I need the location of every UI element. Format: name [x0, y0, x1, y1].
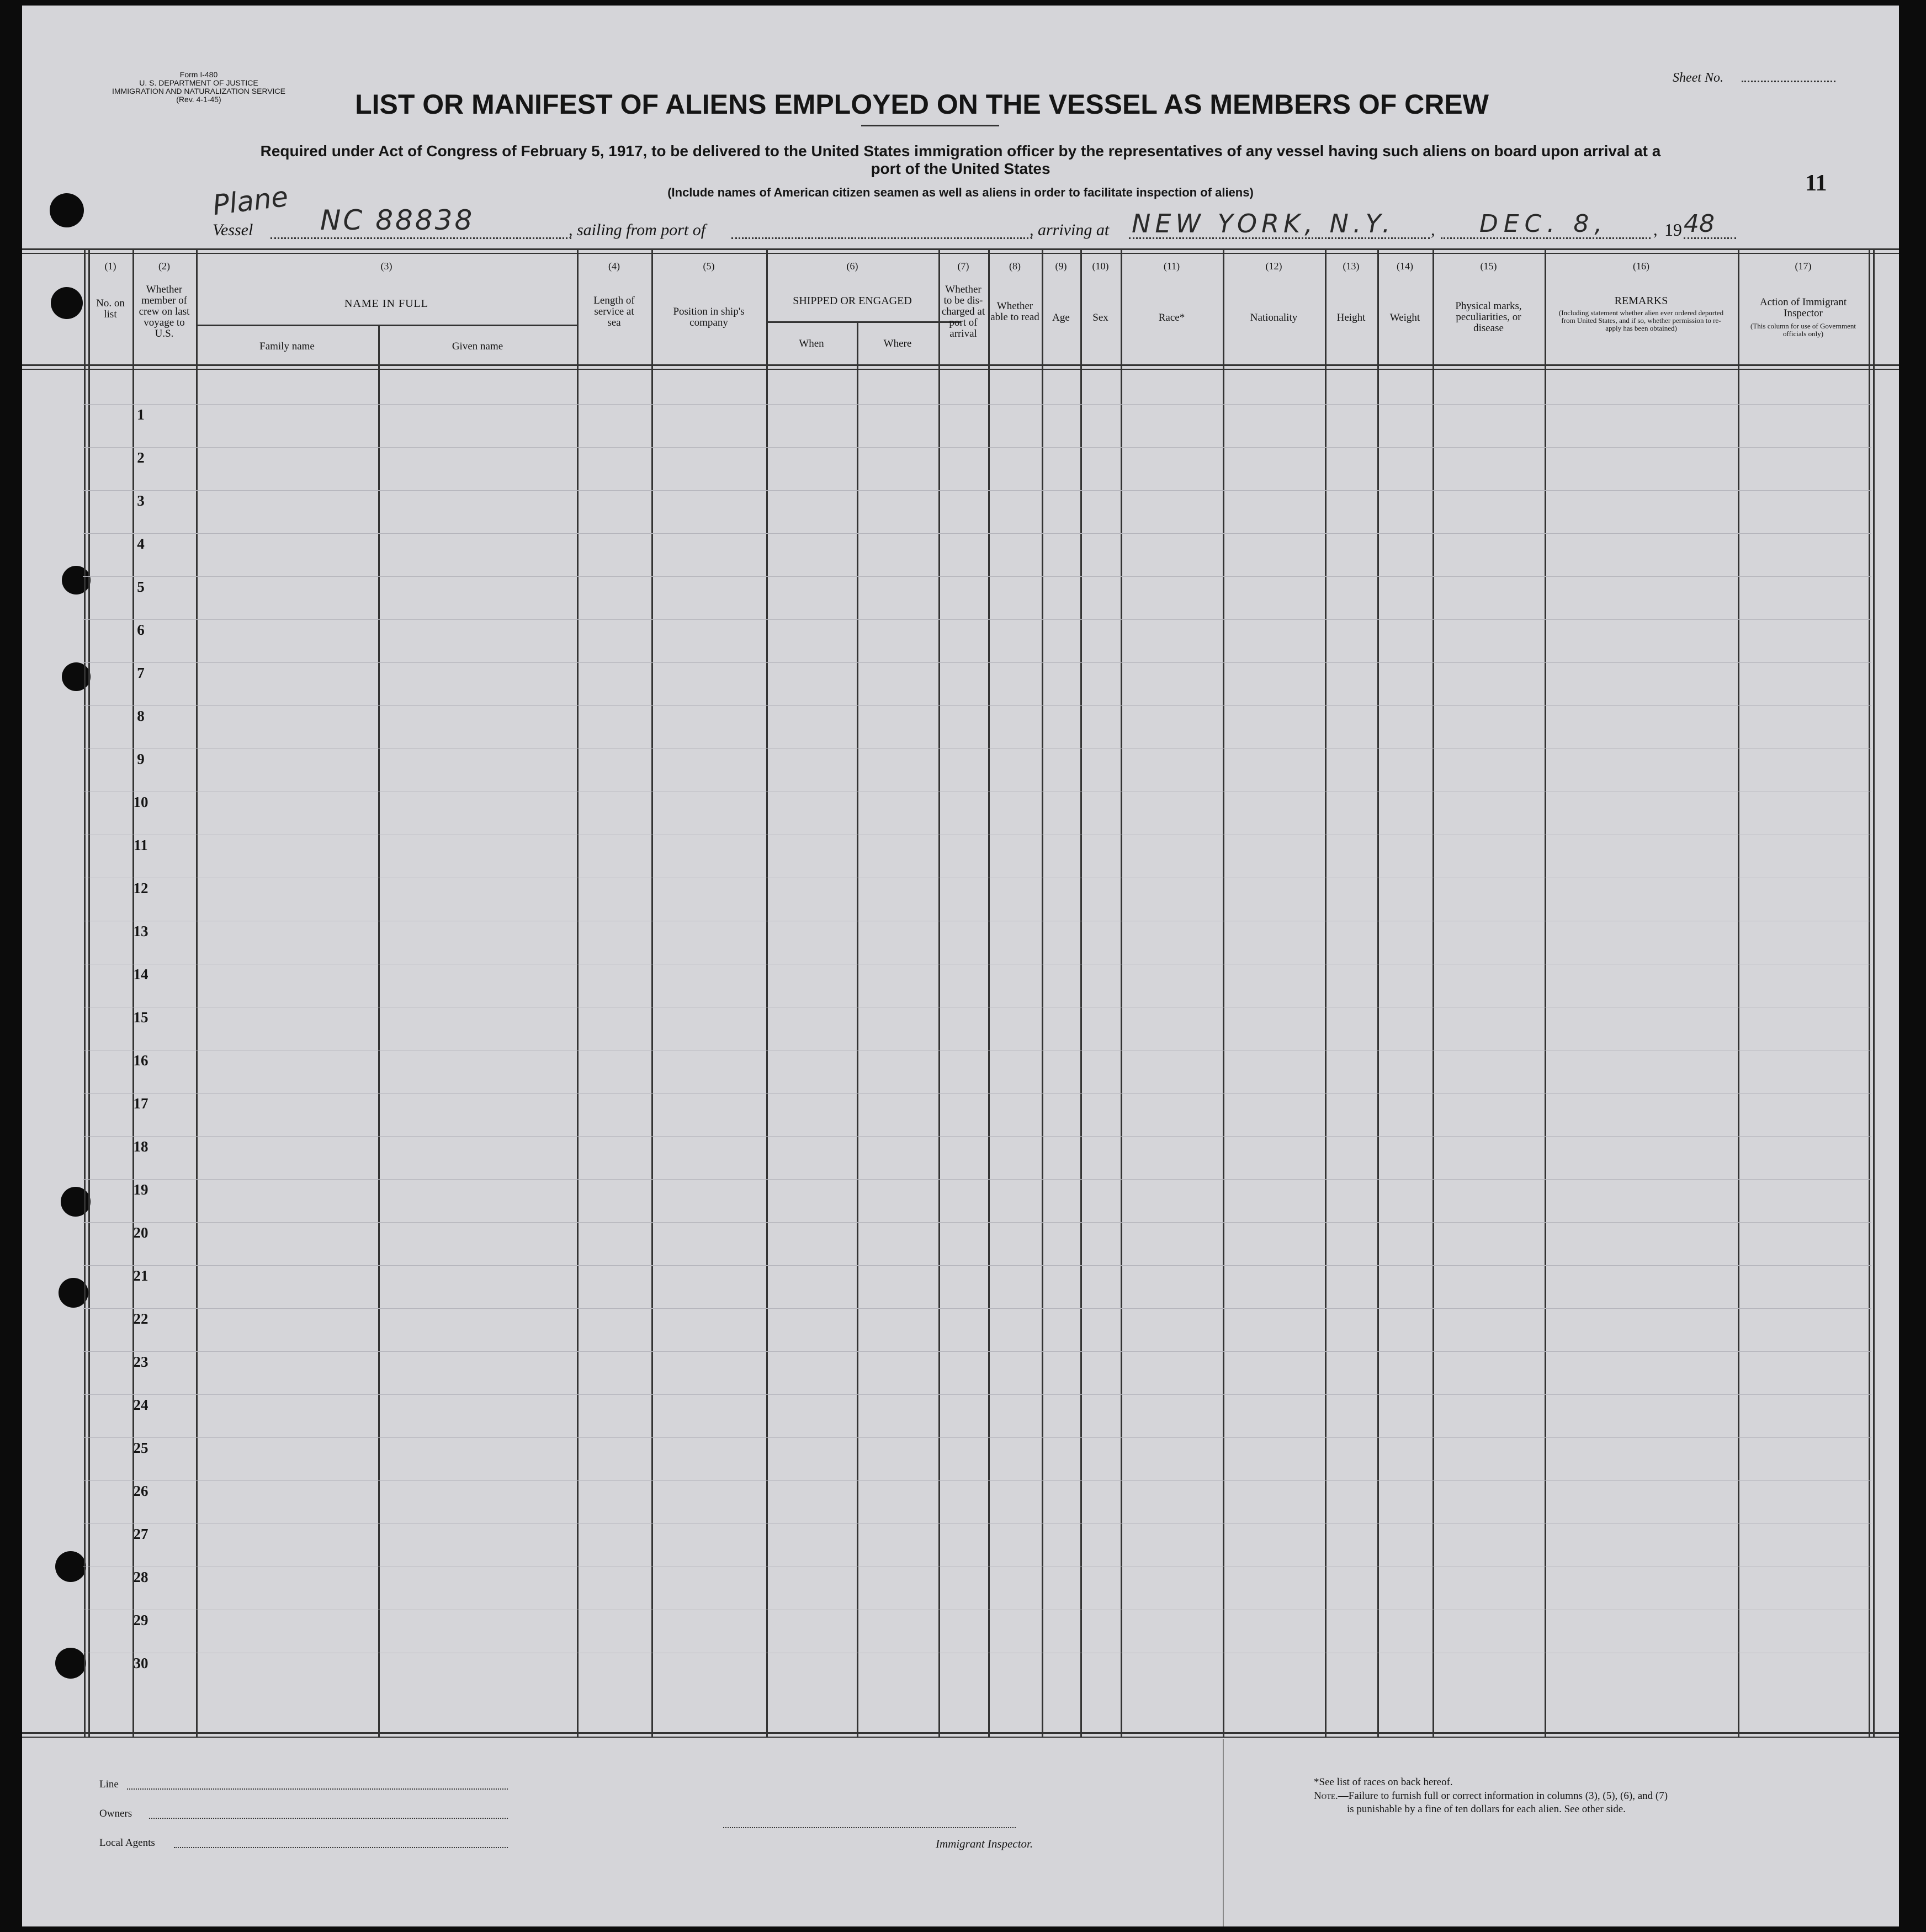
table-top-rule: [22, 248, 1899, 250]
row-number: 14: [133, 966, 148, 983]
col-divider: [132, 248, 134, 1738]
punch-hole: [55, 1551, 86, 1582]
sailing-field[interactable]: [731, 237, 1032, 239]
vessel-value: NC 88838: [320, 204, 475, 236]
col-header-sex: Sex: [1092, 312, 1108, 323]
col-number: (13): [1343, 261, 1360, 272]
col-divider: [1223, 248, 1224, 1738]
row-number: 24: [133, 1397, 148, 1413]
table-row: [83, 1437, 1871, 1438]
col-header-inspector-action: Action of Immigrant Inspector: [1759, 296, 1847, 319]
col-header-family-name: Family name: [259, 341, 315, 352]
inspector-label: Immigrant Inspector.: [936, 1837, 1033, 1850]
penalty-note-cont: is punishable by a fine of ten dollars for each alien. See other side.: [1347, 1803, 1626, 1815]
table-row: [83, 404, 1871, 405]
row-number: 23: [133, 1354, 148, 1370]
sheet-no-label: Sheet No.: [1673, 71, 1723, 85]
vessel-type-handwritten: Plane: [210, 180, 290, 222]
col-number: (16): [1633, 261, 1649, 272]
table-row: [83, 1222, 1871, 1223]
row-number: 29: [133, 1612, 148, 1628]
row-number: 2: [137, 449, 145, 466]
row-number: 8: [137, 708, 145, 724]
col-number: (12): [1265, 261, 1282, 272]
table-row: [83, 662, 1871, 663]
table-row: [83, 1308, 1871, 1309]
col-header-given-name: Given name: [452, 341, 503, 352]
row-number: 10: [133, 794, 148, 810]
form-number: Form I-480: [179, 70, 218, 79]
col-number: (17): [1795, 261, 1812, 272]
col-header-remarks: REMARKS: [1614, 295, 1668, 307]
row-number: 5: [137, 578, 145, 595]
row-number: 11: [134, 837, 148, 853]
shipped-subheader-rule: [766, 321, 961, 323]
col-header-to-be-discharged: Whether to be dis-charged at port of arrival: [941, 284, 985, 339]
col-number: (14): [1397, 261, 1413, 272]
col-number: (1): [104, 261, 116, 272]
punch-hole: [55, 1648, 86, 1679]
table-row: [83, 1093, 1871, 1094]
table-row: [83, 490, 1871, 491]
manifest-sheet: [22, 6, 1899, 1926]
table-row: [83, 576, 1871, 577]
line-field[interactable]: [127, 1788, 508, 1790]
arriving-value: NEW YORK, N.Y.: [1132, 209, 1395, 238]
row-number: 4: [137, 535, 145, 552]
col-header-position: Position in ship's company: [673, 306, 745, 328]
table-row: [83, 1394, 1871, 1395]
col-header-nationality: Nationality: [1250, 312, 1298, 323]
col-number: (6): [846, 261, 858, 272]
row-number: 30: [133, 1655, 148, 1671]
row-number: 17: [133, 1095, 148, 1112]
col-header-name-in-full: NAME IN FULL: [344, 298, 428, 310]
row-number: 20: [133, 1224, 148, 1241]
row-number: 21: [133, 1267, 148, 1284]
col-header-shipped-or-engaged: SHIPPED OR ENGAGED: [793, 295, 912, 307]
page-title: LIST OR MANIFEST OF ALIENS EMPLOYED ON THE VESSEL AS MEMBERS OF CREW: [355, 89, 1489, 120]
vessel-label: Vessel: [213, 221, 253, 239]
table-top-rule: [22, 253, 1899, 254]
col-header-no-on-list: No. on list: [96, 298, 125, 320]
col-divider: [988, 248, 990, 1738]
inspector-signature-field[interactable]: [723, 1827, 1016, 1828]
col-divider: [1377, 248, 1379, 1738]
row-number: 7: [137, 665, 145, 681]
header-bottom-rule: [22, 364, 1899, 366]
table-row: [83, 1265, 1871, 1266]
fold-crease: [1223, 1739, 1224, 1926]
sheet-no-field[interactable]: [1742, 81, 1835, 82]
owners-field[interactable]: [149, 1818, 508, 1819]
col-divider: [1325, 248, 1327, 1738]
col-divider: [1121, 248, 1122, 1738]
col-header-when: When: [799, 338, 824, 349]
row-number: 28: [133, 1569, 148, 1585]
comma-sep: ,: [1653, 221, 1658, 239]
punch-hole: [51, 287, 83, 319]
page-number: 11: [1805, 171, 1827, 196]
col-divider: [766, 248, 768, 1738]
punch-hole: [62, 662, 91, 691]
col-divider: [378, 325, 380, 1738]
col-number: (9): [1055, 261, 1067, 272]
col-header-race: Race*: [1158, 312, 1185, 323]
include-note: (Include names of American citizen seamen as well as aliens in order to facilitate inspection of aliens): [667, 185, 1254, 199]
line-label: Line: [99, 1779, 119, 1790]
local-agents-label: Local Agents: [99, 1837, 155, 1849]
row-number: 27: [133, 1526, 148, 1542]
col-header-able-to-read: Whether able to read: [990, 300, 1039, 323]
col-divider: [1545, 248, 1546, 1738]
col-divider: [1080, 248, 1082, 1738]
col-header-age: Age: [1052, 312, 1070, 323]
col-divider: [88, 248, 90, 1738]
col-number: (7): [957, 261, 969, 272]
year-value: 48: [1684, 210, 1715, 238]
arriving-label: , arriving at: [1030, 221, 1110, 239]
punch-hole: [50, 193, 84, 227]
col-divider: [1432, 248, 1434, 1738]
col-divider: [1873, 248, 1875, 1738]
name-subheader-rule: [196, 325, 578, 326]
table-row: [83, 1136, 1871, 1137]
sailing-label: , sailing from port of: [569, 221, 706, 239]
row-number: 19: [133, 1181, 148, 1198]
col-number: (2): [158, 261, 170, 272]
col-number: (15): [1480, 261, 1497, 272]
col-header-physical-marks: Physical marks, peculiarities, or disease: [1455, 300, 1522, 334]
row-number: 22: [133, 1310, 148, 1327]
col-number: (5): [703, 261, 715, 272]
col-header-length-of-service: Length of service at sea: [593, 295, 635, 328]
row-number: 1: [137, 406, 145, 423]
col-divider: [1042, 248, 1043, 1738]
date-value: DEC. 8,: [1479, 210, 1608, 238]
col-header-inspector-note: (This column for use of Government officials only): [1750, 322, 1856, 338]
owners-label: Owners: [99, 1808, 132, 1819]
col-divider: [1869, 248, 1870, 1738]
header-bottom-rule: [22, 369, 1899, 370]
row-number: 25: [133, 1440, 148, 1456]
table-row: [83, 705, 1871, 706]
col-divider: [196, 248, 198, 1738]
col-divider: [1738, 248, 1739, 1738]
vessel-field[interactable]: [270, 237, 571, 239]
table-row: [83, 1351, 1871, 1352]
col-divider: [938, 248, 940, 1738]
table-bottom-rule: [22, 1732, 1899, 1734]
year-prefix: 19: [1664, 220, 1682, 240]
local-agents-field[interactable]: [174, 1847, 508, 1848]
col-header-crew-last-voyage: Whether member of crew on last voyage to U.S.: [139, 284, 190, 339]
revision: (Rev. 4-1-45): [176, 95, 221, 104]
title-underline: [861, 125, 999, 126]
punch-hole: [62, 566, 91, 595]
races-note: *See list of races on back hereof.: [1314, 1776, 1453, 1788]
row-number: 18: [133, 1138, 148, 1155]
row-number: 6: [137, 622, 145, 638]
col-header-remarks-note: (Including statement whether alien ever ordered deported from United States, and if so, whether permission to re-apply has been obtained): [1558, 309, 1724, 332]
row-number: 3: [137, 492, 145, 509]
row-number: 16: [133, 1052, 148, 1069]
col-number: (11): [1163, 261, 1180, 272]
col-header-height: Height: [1336, 312, 1366, 323]
col-number: (8): [1009, 261, 1021, 272]
col-number: (4): [608, 261, 620, 272]
row-number: 12: [133, 880, 148, 896]
row-number: 15: [133, 1009, 148, 1026]
col-header-where: Where: [883, 338, 912, 349]
requirement-text: Required under Act of Congress of February 5, 1917, to be delivered to the United States immigration officer by the representatives of any vessel having such aliens on board upon arrival at a port of the United States: [260, 142, 1661, 177]
table-row: [83, 533, 1871, 534]
col-header-weight: Weight: [1389, 312, 1420, 323]
row-number: 26: [133, 1483, 148, 1499]
col-number: (10): [1092, 261, 1109, 272]
col-number: (3): [380, 261, 392, 272]
table-row: [83, 1480, 1871, 1481]
penalty-note: Note.—Failure to furnish full or correct information in columns (3), (5), (6), and (7): [1314, 1790, 1668, 1802]
service: IMMIGRATION AND NATURALIZATION SERVICE: [112, 87, 285, 95]
table-row: [83, 1179, 1871, 1180]
table-bottom-rule: [22, 1737, 1899, 1738]
col-divider: [577, 248, 579, 1738]
table-row: [83, 447, 1871, 448]
comma-sep: ,: [1431, 221, 1435, 239]
punch-hole: [61, 1187, 91, 1217]
row-number: 9: [137, 751, 145, 767]
department: U. S. DEPARTMENT OF JUSTICE: [139, 78, 258, 87]
row-number: 13: [133, 923, 148, 940]
table-row: [83, 619, 1871, 620]
col-divider: [84, 248, 86, 1738]
col-divider: [651, 248, 653, 1738]
